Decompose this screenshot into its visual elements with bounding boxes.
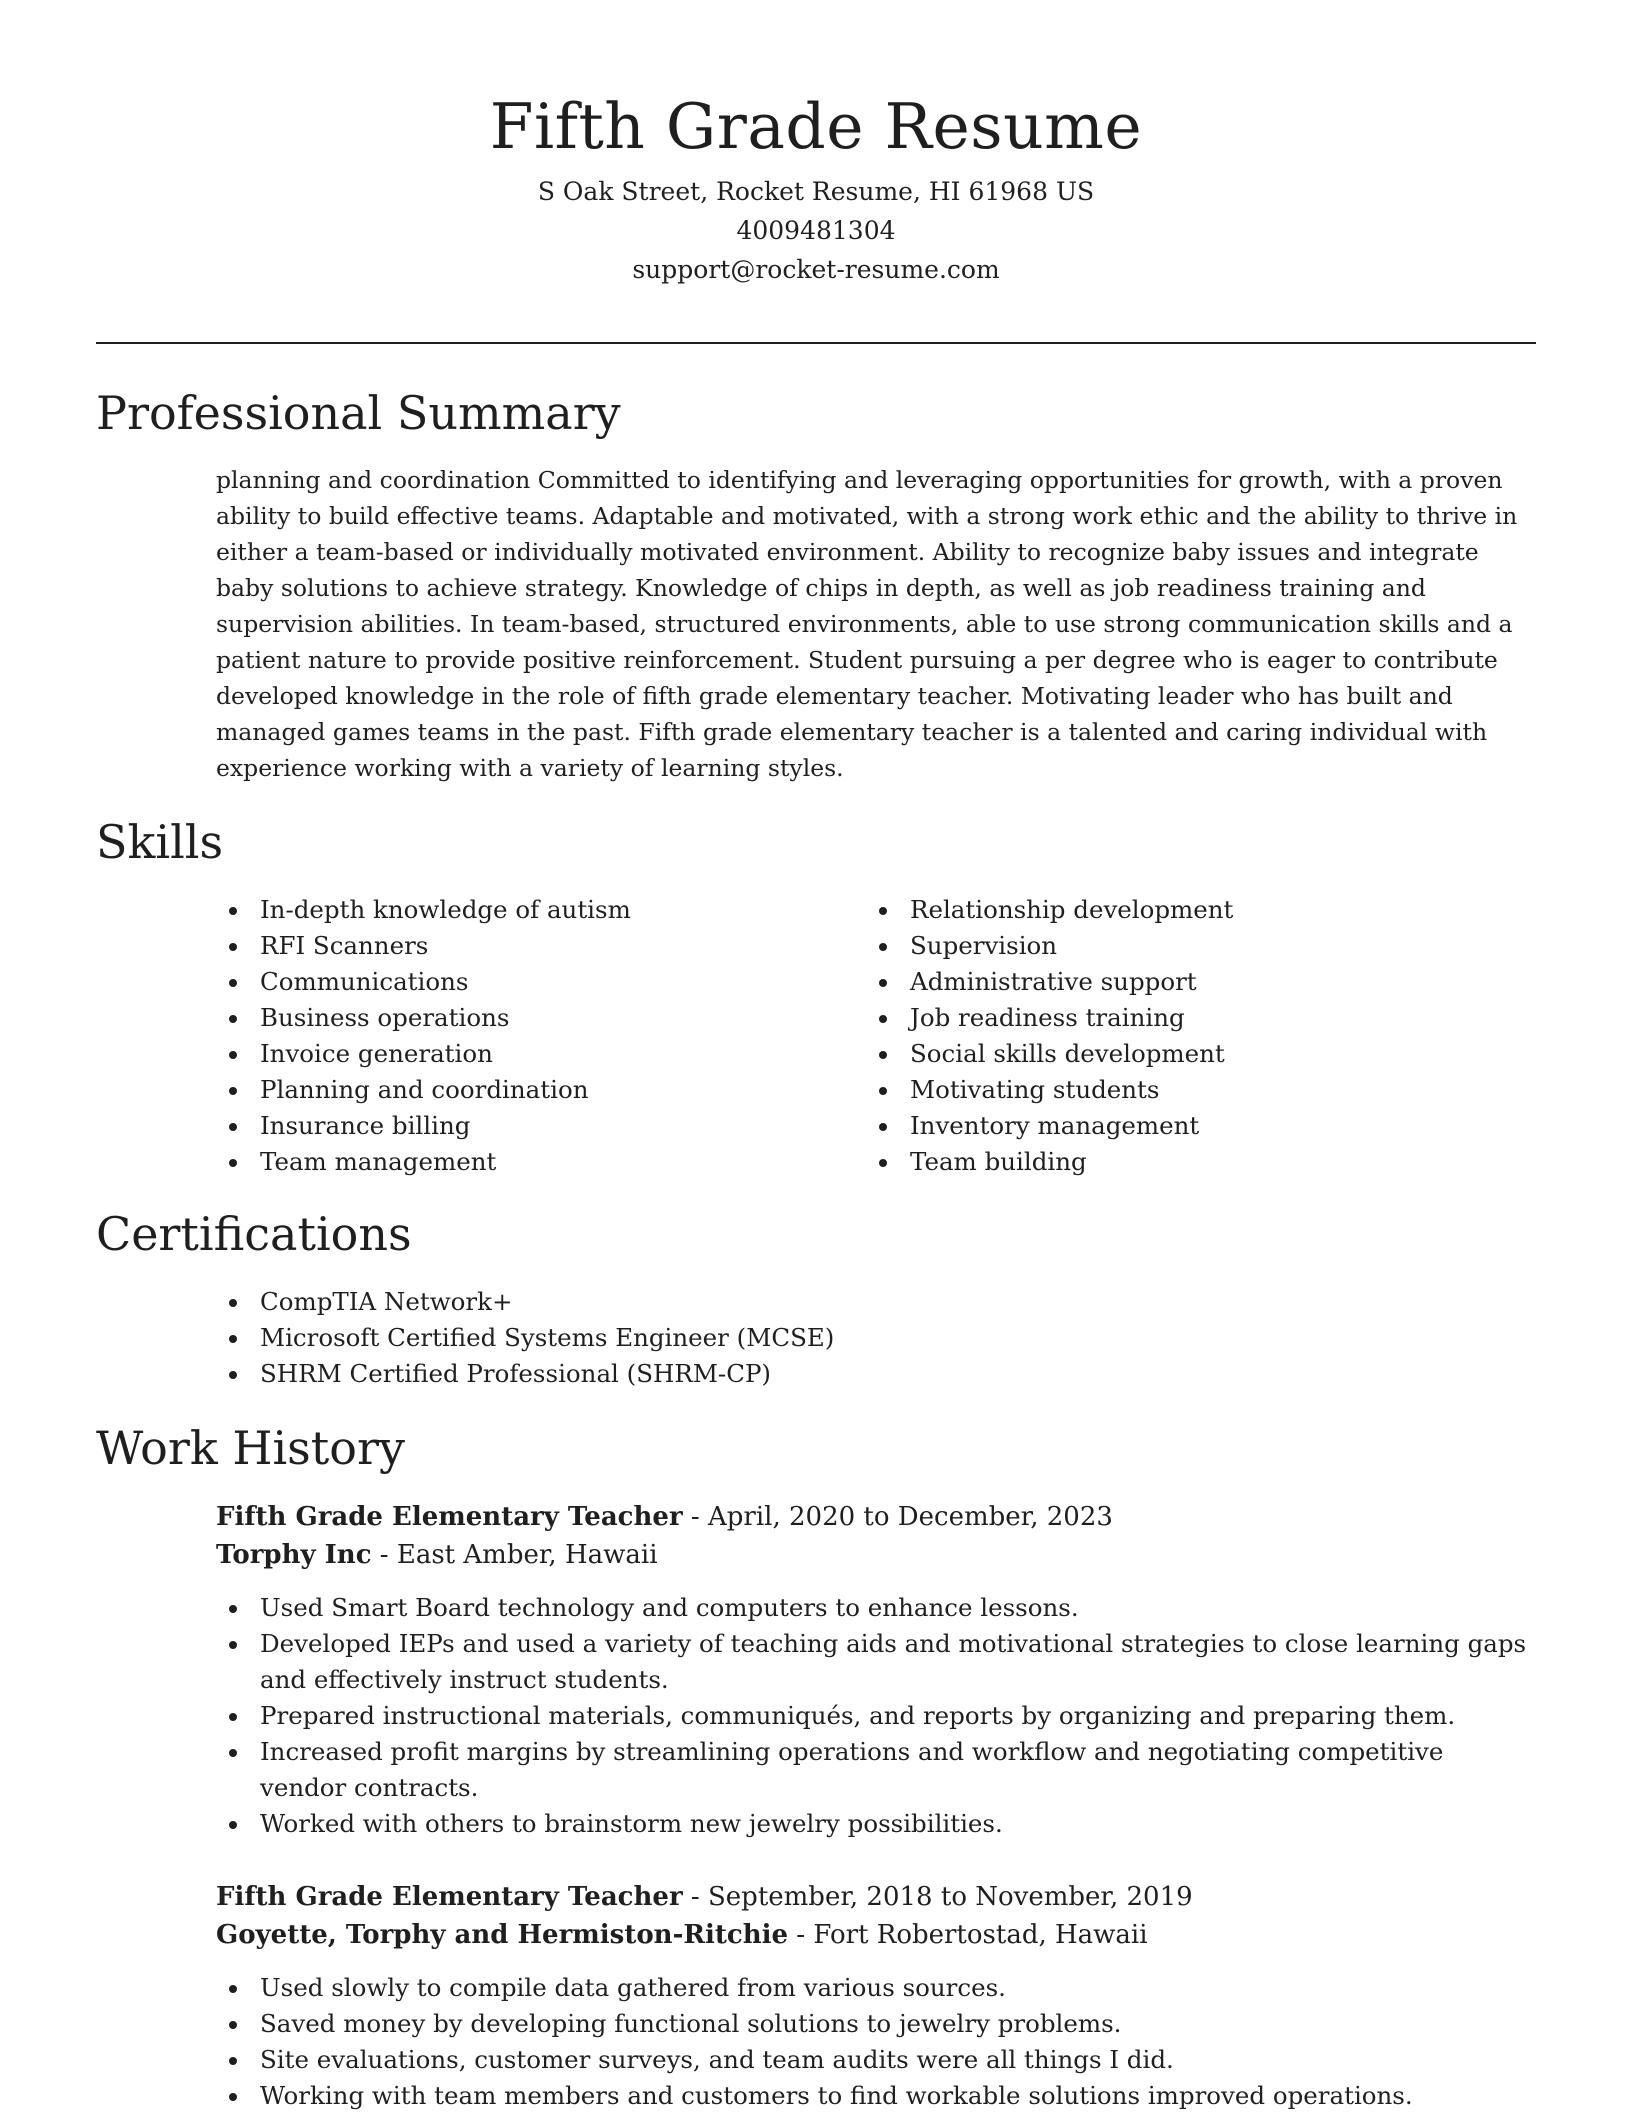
resume-header: [96, 82, 1536, 289]
skill-item: Communications: [216, 964, 856, 1000]
skills-column-right: [866, 892, 1506, 1180]
skill-item: Team building: [866, 1144, 1506, 1180]
skill-item: In-depth knowledge of autism: [216, 892, 856, 928]
skills-column-left: [216, 892, 856, 1180]
certification-item: SHRM Certified Professional (SHRM-CP): [216, 1356, 1516, 1392]
job-entry: [216, 1878, 1536, 2114]
certification-item: CompTIA Network+: [216, 1284, 1516, 1320]
skill-item: Job readiness training: [866, 1000, 1506, 1036]
job-duties: [216, 1590, 1536, 1842]
job-duty: Saved money by developing functional solutions to jewelry problems.: [216, 2006, 1536, 2042]
resume-name: Fifth Grade Resume: [489, 90, 1143, 163]
job-location: - Fort Robertostad, Hawaii: [788, 1920, 1148, 1950]
job-company-line: [216, 1536, 1536, 1574]
job-dates: - September, 2018 to November, 2019: [682, 1882, 1193, 1912]
skill-item: Administrative support: [866, 964, 1506, 1000]
certification-item: Microsoft Certified Systems Engineer (MCSE): [216, 1320, 1516, 1356]
job-duty: Working with team members and customers to find workable solutions improved operations.: [216, 2078, 1536, 2114]
job-title: Fifth Grade Elementary Teacher: [216, 1882, 683, 1912]
skills-heading: Skills: [96, 815, 224, 869]
job-title-line: [216, 1498, 1536, 1536]
contact-email: support@rocket-resume.com: [632, 255, 1000, 284]
contact-info: [96, 172, 1536, 289]
skill-item: Planning and coordination: [216, 1072, 856, 1108]
summary-text: planning and coordination Committed to identifying and leveraging opportunities for growth, with a proven ability to build effective teams. Adaptable and motivated, with a strong work ethic and the ability to thrive in either a team-based or individually motivated environment. Ability to recognize baby issues and integrate baby solutions to achieve strategy. Knowledge of chips in depth, as well as job readiness training and supervision abilities. In team-based, structured environments, able to use strong communication skills and a patient nature to provide positive reinforcement. Student pursuing a per degree who is eager to contribute developed knowledge in the role of fifth grade elementary teacher. Motivating leader who has built and managed games teams in the past. Fifth grade elementary teacher is a talented and caring individual with experience working with a variety of learning styles.: [216, 466, 1518, 782]
job-title: Fifth Grade Elementary Teacher: [216, 1502, 683, 1532]
job-company: Goyette, Torphy and Hermiston-Ritchie: [216, 1920, 789, 1950]
job-duty: Prepared instructional materials, communiqués, and reports by organizing and preparing them.: [216, 1698, 1536, 1734]
job-duty: Increased profit margins by streamlining operations and workflow and negotiating competitive vendor contracts.: [216, 1734, 1536, 1806]
header-divider: [96, 342, 1536, 344]
job-duty: Site evaluations, customer surveys, and team audits were all things I did.: [216, 2042, 1536, 2078]
job-duty: Used slowly to compile data gathered from various sources.: [216, 1970, 1536, 2006]
job-duty: Developed IEPs and used a variety of teaching aids and motivational strategies to close learning gaps and effectively instruct students.: [216, 1626, 1536, 1698]
skill-item: Social skills development: [866, 1036, 1506, 1072]
job-duty: Worked with others to brainstorm new jewelry possibilities.: [216, 1806, 1536, 1842]
certifications-heading: Certifications: [96, 1207, 412, 1261]
job-company-line: [216, 1916, 1536, 1954]
skill-item: Team management: [216, 1144, 856, 1180]
summary-heading: Professional Summary: [96, 386, 621, 440]
skill-item: Invoice generation: [216, 1036, 856, 1072]
job-dates: - April, 2020 to December, 2023: [682, 1502, 1113, 1532]
skill-item: Motivating students: [866, 1072, 1506, 1108]
work-history-heading: Work History: [96, 1421, 405, 1475]
skill-item: Business operations: [216, 1000, 856, 1036]
certifications-list: [216, 1284, 1516, 1392]
contact-address: S Oak Street, Rocket Resume, HI 61968 US: [537, 177, 1095, 206]
job-entry: [216, 1498, 1536, 1842]
skill-item: RFI Scanners: [216, 928, 856, 964]
skill-item: Inventory management: [866, 1108, 1506, 1144]
contact-phone: 4009481304: [736, 216, 896, 245]
job-company: Torphy Inc: [216, 1540, 372, 1570]
job-duties: [216, 1970, 1536, 2114]
job-location: - East Amber, Hawaii: [371, 1540, 658, 1570]
job-duty: Used Smart Board technology and computers to enhance lessons.: [216, 1590, 1536, 1626]
skill-item: Relationship development: [866, 892, 1506, 928]
skill-item: Supervision: [866, 928, 1506, 964]
skill-item: Insurance billing: [216, 1108, 856, 1144]
job-title-line: [216, 1878, 1536, 1916]
